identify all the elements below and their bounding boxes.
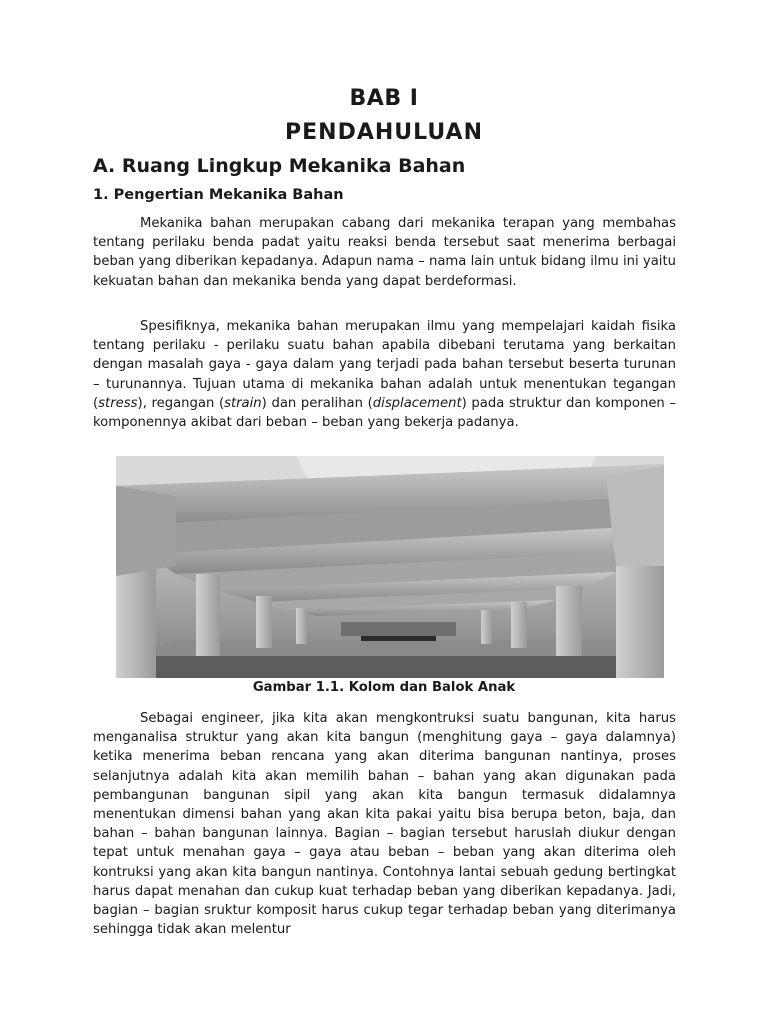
paragraph-1: Mekanika bahan merupakan cabang dari mekanika terapan yang membahas tentang perilaku benda padat yaitu reaksi benda tersebut saat menerima berbagai beban yang diberikan kepadanya. Adapun nama – nama lain untuk bidang ilmu ini yaitu kekuatan bahan dan mekanika benda yang dapat berdeformasi. — [93, 216, 676, 289]
section-heading: A. Ruang Lingkup Mekanika Bahan — [93, 155, 466, 177]
figure-caption: Gambar 1.1. Kolom dan Balok Anak — [252, 680, 516, 695]
paragraph-2 — [93, 317, 676, 432]
paragraph-2-text-a: Spesifiknya, mekanika bahan merupakan ilmu yang mempelajari kaidah fisika tentang perilaku - perilaku suatu bahan apabila dibebani terutama yang berkaitan dengan masalah gaya - gaya dalam yang terjadi pada bahan tersebut beserta turunan – turunannya. Tujuan utama di mekanika bahan adalah untuk menentukan tegangan ( — [93, 319, 676, 411]
term-strain: strain — [224, 395, 262, 411]
paragraph-3: Sebagai engineer, jika kita akan mengkontruksi suatu bangunan, kita harus menganalisa struktur yang akan kita bangun (menghitung gaya – gaya dalamnya) ketika menerima beban rencana yang akan diterima bangunan nantinya, proses selanjutnya adalah kita akan memilih bahan – bahan yang akan digunakan pada pembangunan bangunan sipil yang akan kita bangun termasuk didalamnya menentukan dimensi bahan yang akan kita pakai yaitu bisa berupa beton, baja, dan bahan – bahan bangunan lainnya. Bagian – bagian tersebut haruslah diukur dengan tepat untuk menahan gaya – gaya atau beban – beban yang akan diterima oleh kontruksi yang akan kita bangun nantinya. Contohnya lantai sebuah gedung bertingkat harus dapat menahan dan cukup kuat terhadap beban yang diberikan kepadanya. Jadi, bagian – bagian sruktur komposit harus cukup tegar terhadap beban yang diterimanya sehingga tidak akan melentur — [93, 711, 676, 938]
paragraph-2-text-b: ), regangan ( — [137, 395, 225, 411]
subsection-heading: 1. Pengertian Mekanika Bahan — [93, 187, 344, 203]
figure-columns-beams-photo — [116, 456, 664, 678]
chapter-title: PENDAHULUAN — [285, 120, 483, 145]
paragraph-2-text-c: ) dan peralihan ( — [261, 395, 373, 411]
term-stress: stress — [98, 395, 138, 411]
term-displacement: displacement — [372, 395, 462, 411]
chapter-label: BAB I — [349, 86, 419, 111]
paragraph-2-text-d: ) pada struktur dan komponen – komponennya akibat dari beban – beban yang bekerja padanya. — [93, 395, 677, 431]
concrete-structure-image — [116, 456, 664, 678]
